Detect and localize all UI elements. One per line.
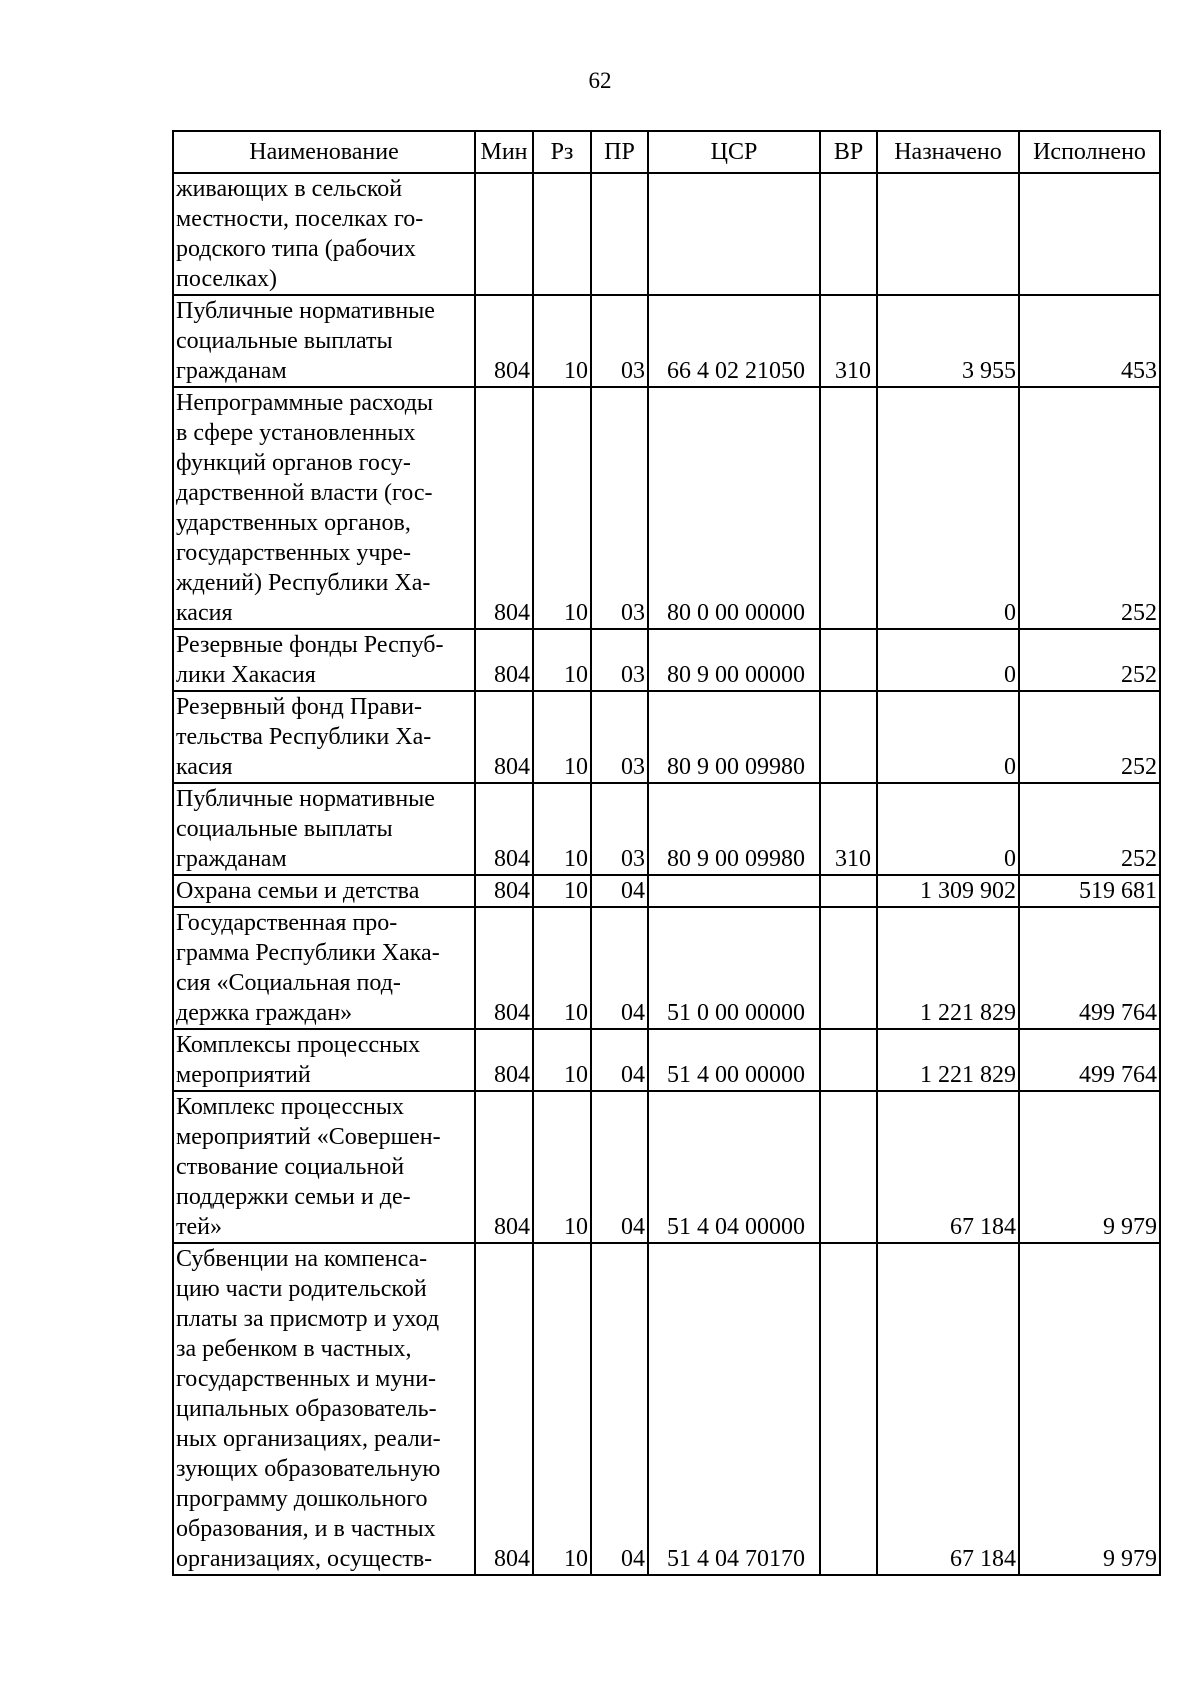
cell-min: 804 bbox=[475, 875, 533, 907]
table-row bbox=[173, 691, 1160, 783]
cell-assigned: 0 bbox=[877, 629, 1019, 691]
cell-min: 804 bbox=[475, 295, 533, 387]
cell-vr: 310 bbox=[820, 295, 877, 387]
cell-name: Резервные фонды Респуб- лики Хакасия bbox=[173, 629, 475, 691]
cell-pr: 04 bbox=[591, 875, 648, 907]
cell-csr: 66 4 02 21050 bbox=[648, 295, 820, 387]
table-row bbox=[173, 1029, 1160, 1091]
header-pr: ПР bbox=[591, 131, 648, 173]
cell-csr: 80 9 00 00000 bbox=[648, 629, 820, 691]
cell-min: 804 bbox=[475, 1029, 533, 1091]
cell-executed: 252 bbox=[1019, 387, 1160, 629]
cell-assigned: 1 309 902 bbox=[877, 875, 1019, 907]
cell-executed: 252 bbox=[1019, 629, 1160, 691]
table-row bbox=[173, 907, 1160, 1029]
cell-executed: 252 bbox=[1019, 691, 1160, 783]
header-rz: Рз bbox=[533, 131, 591, 173]
cell-rz: 10 bbox=[533, 875, 591, 907]
table-row bbox=[173, 387, 1160, 629]
cell-vr bbox=[820, 387, 877, 629]
cell-executed: 499 764 bbox=[1019, 1029, 1160, 1091]
cell-name: Публичные нормативные социальные выплаты гражданам bbox=[173, 783, 475, 875]
cell-rz: 10 bbox=[533, 783, 591, 875]
cell-name: Непрограммные расходы в сфере установленных функций органов госу- дарственной власти (гос- ударственных органов, государственных учре- ждений) Республики Ха- касия bbox=[173, 387, 475, 629]
cell-executed: 519 681 bbox=[1019, 875, 1160, 907]
cell-csr bbox=[648, 173, 820, 295]
cell-pr: 03 bbox=[591, 629, 648, 691]
table-row bbox=[173, 875, 1160, 907]
cell-name: Комплекс процессных мероприятий «Совершен- ствование социальной поддержки семьи и де- тей» bbox=[173, 1091, 475, 1243]
cell-assigned: 0 bbox=[877, 783, 1019, 875]
cell-name: Комплексы процессных мероприятий bbox=[173, 1029, 475, 1091]
cell-pr: 03 bbox=[591, 387, 648, 629]
cell-vr bbox=[820, 173, 877, 295]
cell-min: 804 bbox=[475, 1091, 533, 1243]
cell-vr bbox=[820, 1029, 877, 1091]
cell-min: 804 bbox=[475, 691, 533, 783]
cell-pr: 04 bbox=[591, 907, 648, 1029]
cell-assigned: 0 bbox=[877, 691, 1019, 783]
cell-name: живающих в сельской местности, поселках го- родского типа (рабочих поселках) bbox=[173, 173, 475, 295]
cell-executed bbox=[1019, 173, 1160, 295]
cell-name: Субвенции на компенса- цию части родительской платы за присмотр и уход за ребенком в частных, государственных и муни- ципальных образователь- ных организациях, реали- зующих образовательную программу дошкольного образования, и в частных организациях, осуществ- bbox=[173, 1243, 475, 1575]
cell-pr: 03 bbox=[591, 783, 648, 875]
header-assigned: Назначено bbox=[877, 131, 1019, 173]
cell-pr: 04 bbox=[591, 1029, 648, 1091]
table-row bbox=[173, 295, 1160, 387]
header-vr: ВР bbox=[820, 131, 877, 173]
cell-vr bbox=[820, 1243, 877, 1575]
cell-assigned bbox=[877, 173, 1019, 295]
cell-rz: 10 bbox=[533, 1243, 591, 1575]
cell-rz: 10 bbox=[533, 691, 591, 783]
cell-vr bbox=[820, 691, 877, 783]
cell-csr: 80 0 00 00000 bbox=[648, 387, 820, 629]
cell-min bbox=[475, 173, 533, 295]
cell-min: 804 bbox=[475, 907, 533, 1029]
cell-assigned: 1 221 829 bbox=[877, 907, 1019, 1029]
cell-vr bbox=[820, 907, 877, 1029]
cell-rz bbox=[533, 173, 591, 295]
cell-rz: 10 bbox=[533, 1029, 591, 1091]
cell-executed: 499 764 bbox=[1019, 907, 1160, 1029]
cell-pr: 04 bbox=[591, 1091, 648, 1243]
cell-pr bbox=[591, 173, 648, 295]
cell-pr: 03 bbox=[591, 295, 648, 387]
cell-name: Публичные нормативные социальные выплаты гражданам bbox=[173, 295, 475, 387]
cell-vr bbox=[820, 1091, 877, 1243]
cell-csr: 51 0 00 00000 bbox=[648, 907, 820, 1029]
cell-csr: 51 4 04 70170 bbox=[648, 1243, 820, 1575]
cell-csr: 80 9 00 09980 bbox=[648, 783, 820, 875]
cell-min: 804 bbox=[475, 387, 533, 629]
cell-assigned: 1 221 829 bbox=[877, 1029, 1019, 1091]
table-row bbox=[173, 173, 1160, 295]
cell-assigned: 0 bbox=[877, 387, 1019, 629]
cell-rz: 10 bbox=[533, 907, 591, 1029]
cell-rz: 10 bbox=[533, 1091, 591, 1243]
cell-name: Резервный фонд Прави- тельства Республики Ха- касия bbox=[173, 691, 475, 783]
cell-vr: 310 bbox=[820, 783, 877, 875]
cell-rz: 10 bbox=[533, 629, 591, 691]
table-row bbox=[173, 1243, 1160, 1575]
cell-executed: 9 979 bbox=[1019, 1091, 1160, 1243]
cell-min: 804 bbox=[475, 783, 533, 875]
header-csr: ЦСР bbox=[648, 131, 820, 173]
cell-min: 804 bbox=[475, 629, 533, 691]
page-number: 62 bbox=[588, 68, 612, 93]
cell-pr: 04 bbox=[591, 1243, 648, 1575]
cell-vr bbox=[820, 875, 877, 907]
table-row bbox=[173, 629, 1160, 691]
cell-csr: 51 4 00 00000 bbox=[648, 1029, 820, 1091]
cell-rz: 10 bbox=[533, 387, 591, 629]
table-row bbox=[173, 783, 1160, 875]
header-name: Наименование bbox=[173, 131, 475, 173]
cell-assigned: 3 955 bbox=[877, 295, 1019, 387]
table-row bbox=[173, 1091, 1160, 1243]
cell-rz: 10 bbox=[533, 295, 591, 387]
header-min: Мин bbox=[475, 131, 533, 173]
cell-csr: 51 4 04 00000 bbox=[648, 1091, 820, 1243]
cell-executed: 453 bbox=[1019, 295, 1160, 387]
header-executed: Исполнено bbox=[1019, 131, 1160, 173]
cell-assigned: 67 184 bbox=[877, 1243, 1019, 1575]
cell-pr: 03 bbox=[591, 691, 648, 783]
table-header-row bbox=[173, 131, 1160, 173]
cell-executed: 252 bbox=[1019, 783, 1160, 875]
cell-name: Государственная про- грамма Республики Хака- сия «Социальная под- держка граждан» bbox=[173, 907, 475, 1029]
cell-name: Охрана семьи и детства bbox=[173, 875, 475, 907]
cell-assigned: 67 184 bbox=[877, 1091, 1019, 1243]
budget-table bbox=[172, 130, 1161, 1576]
cell-csr bbox=[648, 875, 820, 907]
cell-csr: 80 9 00 09980 bbox=[648, 691, 820, 783]
cell-executed: 9 979 bbox=[1019, 1243, 1160, 1575]
cell-min: 804 bbox=[475, 1243, 533, 1575]
cell-vr bbox=[820, 629, 877, 691]
